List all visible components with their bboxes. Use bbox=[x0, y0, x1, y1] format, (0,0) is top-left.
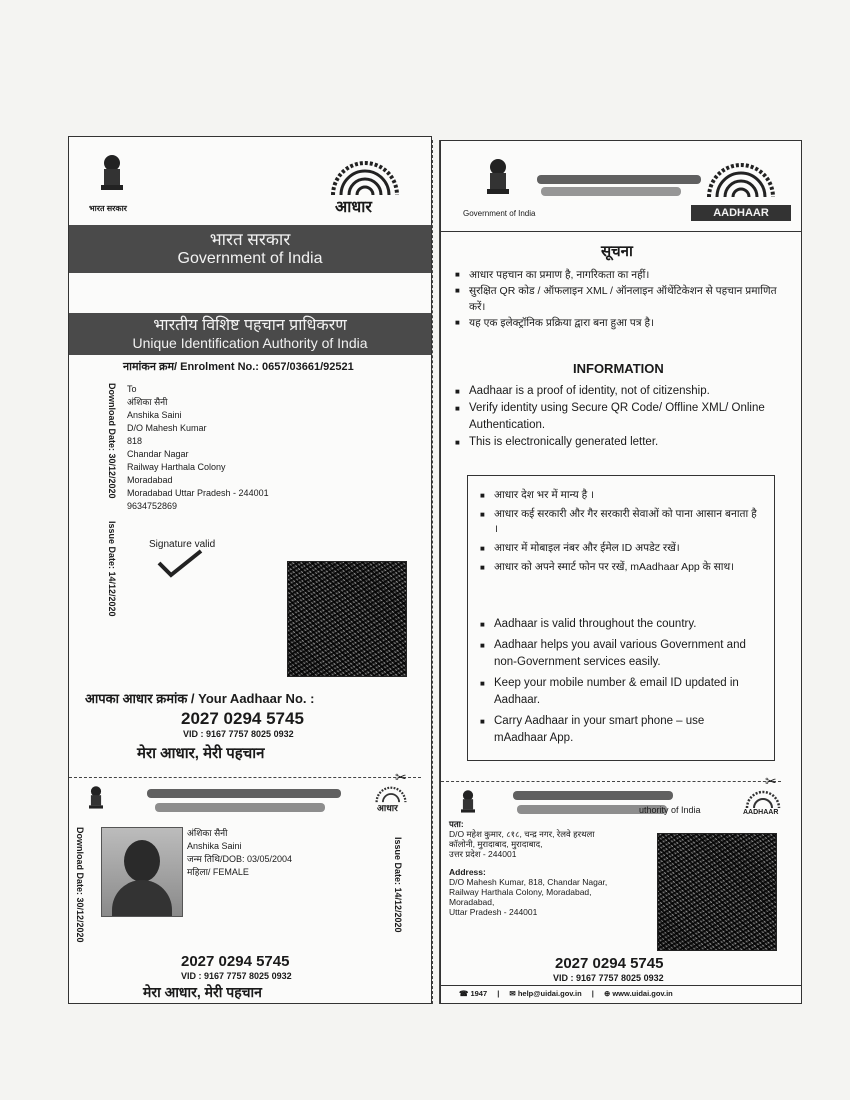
address-line: अंशिका सैनी bbox=[127, 397, 168, 407]
box-hindi-item: ■ आधार को अपने स्मार्ट फोन पर रखें, mAadhaar App के साथ। bbox=[480, 560, 760, 575]
uidai-english: Unique Identification Authority of India bbox=[132, 335, 368, 351]
pata-line: कॉलोनी, मुरादाबाद, मुरादाबाद, bbox=[449, 839, 543, 849]
dob: जन्म तिथि/DOB: 03/05/2004 bbox=[187, 854, 293, 864]
card-details bbox=[187, 827, 292, 879]
header-rule bbox=[441, 231, 801, 232]
recipient-address bbox=[127, 383, 269, 513]
address-line: Uttar Pradesh - 244001 bbox=[449, 907, 538, 917]
pata-label: पता: bbox=[449, 819, 464, 829]
address-line: Railway Harthala Colony bbox=[127, 462, 226, 472]
suchna-item: ■ यह एक इलेक्ट्रॉनिक प्रक्रिया द्वारा बना हुआ पत्र है। bbox=[455, 315, 785, 331]
fold-divider bbox=[432, 140, 440, 1004]
aadhaar-number: 2027 0294 5745 bbox=[181, 953, 290, 970]
address-line: 9634752869 bbox=[127, 501, 178, 511]
aadhaar-logo-text: AADHAAR bbox=[743, 809, 779, 816]
uidai-banner bbox=[69, 313, 431, 355]
aadhaar-logo-icon bbox=[373, 785, 409, 803]
vid-number: VID : 9167 7757 8025 0932 bbox=[553, 973, 664, 983]
pata-line: D/O महेश कुमार, ८१८, चन्द्र नगर, रेलवे हरथला bbox=[449, 829, 595, 839]
address-label: Address: bbox=[449, 867, 486, 877]
box-hindi-item: ■ आधार कई सरकारी और गैर सरकारी सेवाओं को पाना आसान बनाता है । bbox=[480, 507, 760, 537]
left-panel bbox=[68, 136, 432, 1004]
box-hindi-item: ■ आधार देश भर में मान्य है । bbox=[480, 488, 760, 503]
box-english-item: ■ Aadhaar is valid throughout the country. bbox=[480, 616, 760, 633]
issue-date: Issue Date: 14/12/2020 bbox=[393, 837, 403, 933]
footer-contacts: ☎ 1947 | ✉ help@uidai.gov.in | ⊕ www.uidai.gov.in bbox=[459, 989, 673, 998]
enrolment-number: नामांकन क्रम/ Enrolment No.: 0657/03661/92521 bbox=[123, 361, 354, 373]
cut-line bbox=[441, 781, 781, 782]
slogan: मेरा आधार, मेरी पहचान bbox=[137, 745, 265, 762]
redacted-text bbox=[541, 187, 681, 196]
email-icon: ✉ bbox=[509, 989, 516, 998]
emblem-icon bbox=[85, 785, 107, 813]
address-line: Moradabad Uttar Pradesh - 244001 bbox=[127, 488, 269, 498]
download-date: Download Date: 30/12/2020 bbox=[107, 383, 117, 499]
right-panel bbox=[440, 140, 802, 1004]
info-list bbox=[455, 383, 795, 451]
address-line: Moradabad bbox=[127, 475, 173, 485]
address-line: Chandar Nagar bbox=[127, 449, 189, 459]
gov-english: Government of India bbox=[177, 250, 323, 267]
aadhaar-logo-text: आधार bbox=[335, 199, 372, 216]
redacted-text bbox=[513, 791, 673, 800]
box-english-item: ■ Aadhaar helps you avail various Government and non-Government services easily. bbox=[480, 637, 760, 671]
emblem-icon bbox=[457, 789, 479, 817]
info-title: INFORMATION bbox=[573, 361, 664, 376]
signature-valid: Signature valid bbox=[149, 539, 216, 550]
address-line: D/O Mahesh Kumar, 818, Chandar Nagar, bbox=[449, 877, 608, 887]
email-address: help@uidai.gov.in bbox=[517, 989, 582, 998]
emblem-icon bbox=[481, 157, 515, 201]
aadhaar-number: 2027 0294 5745 bbox=[181, 709, 304, 728]
checkmark-icon bbox=[155, 549, 205, 579]
globe-icon: ⊕ bbox=[603, 989, 611, 998]
aadhaar-number: 2027 0294 5745 bbox=[555, 955, 664, 972]
cut-line bbox=[69, 777, 421, 778]
info-item: ■ This is electronically generated letter. bbox=[455, 434, 795, 451]
suchna-item: ■ सुरक्षित QR कोड / ऑफलाइन XML / ऑनलाइन ऑथेंटिकेशन से पहचान प्रमाणित करें। bbox=[455, 283, 785, 315]
photo bbox=[101, 827, 183, 917]
pata-line: उत्तर प्रदेश - 244001 bbox=[449, 849, 517, 859]
aadhaar-logo-text: AADHAAR bbox=[691, 205, 791, 221]
address-block bbox=[449, 867, 607, 917]
box-english-item: ■ Carry Aadhaar in your smart phone – use mAadhaar App. bbox=[480, 713, 760, 747]
info-item: ■ Aadhaar is a proof of identity, not of citizenship. bbox=[455, 383, 795, 400]
qr-code bbox=[287, 561, 407, 677]
gov-hindi: भारत सरकार bbox=[209, 230, 291, 249]
scissors-icon: ✂ bbox=[765, 773, 777, 789]
phone-icon: ☎ bbox=[459, 989, 469, 998]
redacted-text bbox=[155, 803, 325, 812]
box-hindi-item: ■ आधार में मोबाइल नंबर और ईमेल ID अपडेट रखें। bbox=[480, 541, 760, 556]
aadhaar-logo-text: आधार bbox=[377, 803, 398, 813]
uidai-hindi: भारतीय विशिष्ट पहचान प्राधिकरण bbox=[153, 317, 347, 334]
address-line: Railway Harthala Colony, Moradabad, bbox=[449, 887, 592, 897]
your-aadhaar-label: आपका आधार क्रमांक / Your Aadhaar No. : bbox=[85, 691, 315, 706]
slogan: मेरा आधार, मेरी पहचान bbox=[143, 984, 262, 1000]
notice-box bbox=[467, 475, 775, 761]
authority-tail: uthority of India bbox=[639, 805, 701, 815]
website: www.uidai.gov.in bbox=[612, 989, 673, 998]
qr-code bbox=[657, 833, 777, 951]
address-line: To bbox=[127, 384, 137, 394]
suchna-item: ■ आधार पहचान का प्रमाण है, नागरिकता का नहीं। bbox=[455, 267, 785, 283]
pata-block bbox=[449, 819, 595, 859]
address-line: D/O Mahesh Kumar bbox=[127, 423, 207, 433]
download-date: Download Date: 30/12/2020 bbox=[75, 827, 85, 943]
gov-banner bbox=[69, 225, 431, 273]
phone-number: 1947 bbox=[470, 989, 488, 998]
emblem-icon bbox=[95, 153, 129, 197]
box-english-list bbox=[480, 616, 760, 747]
issue-date: Issue Date: 14/12/2020 bbox=[107, 521, 117, 617]
address-line: 818 bbox=[127, 436, 143, 446]
redacted-text bbox=[147, 789, 341, 798]
aadhaar-logo-icon bbox=[743, 789, 783, 809]
box-english-item: ■ Keep your mobile number & email ID updated in Aadhaar. bbox=[480, 675, 760, 709]
address-line: Anshika Saini bbox=[127, 410, 182, 420]
name-english: Anshika Saini bbox=[187, 841, 242, 851]
emblem-caption: भारत सरकार bbox=[89, 204, 127, 213]
box-hindi-list bbox=[480, 488, 760, 575]
name-hindi: अंशिका सैनी bbox=[187, 828, 228, 838]
emblem-caption: Government of India bbox=[463, 209, 536, 218]
redacted-text bbox=[537, 175, 701, 184]
suchna-title: सूचना bbox=[601, 243, 633, 260]
scissors-icon: ✂ bbox=[395, 769, 407, 785]
suchna-list bbox=[455, 267, 785, 331]
footer-rule bbox=[441, 985, 801, 986]
address-line: Moradabad, bbox=[449, 897, 495, 907]
vid-number: VID : 9167 7757 8025 0932 bbox=[181, 971, 292, 981]
vid-number: VID : 9167 7757 8025 0932 bbox=[183, 729, 294, 739]
info-item: ■ Verify identity using Secure QR Code/ Offline XML/ Online Authentication. bbox=[455, 400, 795, 434]
gender: महिला/ FEMALE bbox=[187, 867, 249, 877]
